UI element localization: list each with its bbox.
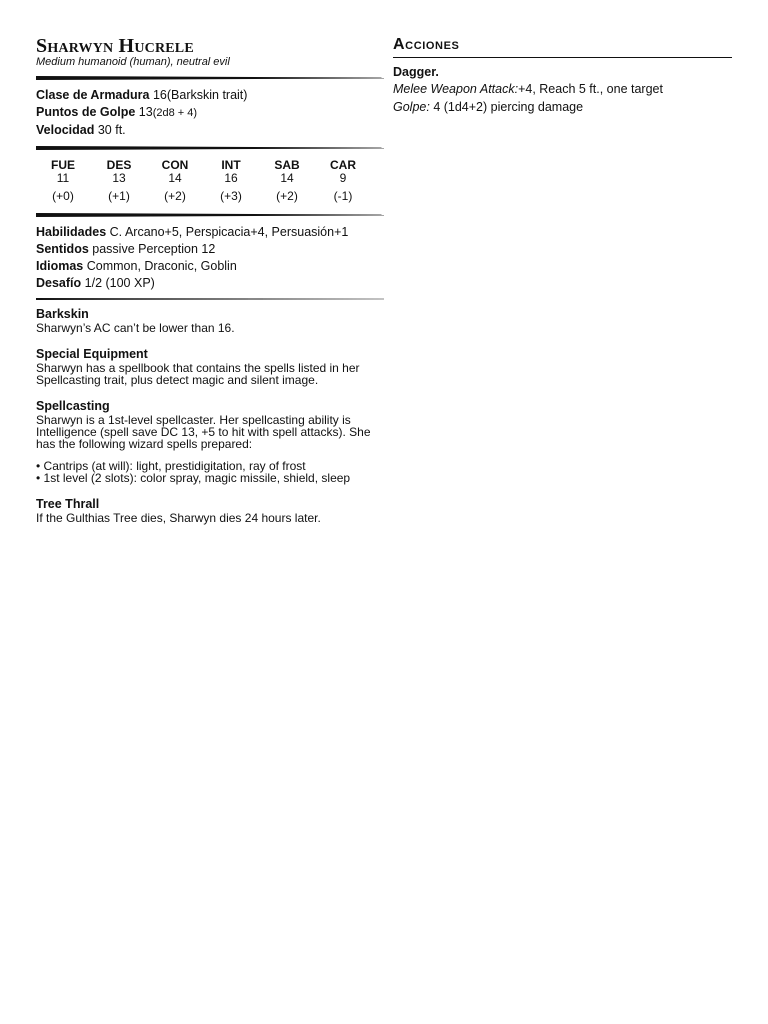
ability-int bbox=[203, 157, 259, 206]
armor-class-note: (Barkskin trait) bbox=[166, 88, 248, 102]
actions-section bbox=[393, 36, 732, 116]
trait-title: Barkskin bbox=[36, 307, 89, 321]
creature-type: Medium humanoid (human), neutral evil bbox=[36, 56, 230, 68]
divider bbox=[36, 298, 384, 300]
ability-des bbox=[91, 157, 147, 206]
languages-label: Idiomas bbox=[36, 259, 84, 273]
ability-modifier: (-1) bbox=[333, 189, 353, 203]
hit-points-value: 13 bbox=[138, 105, 153, 119]
trait-title: Special Equipment bbox=[36, 347, 148, 361]
action-attack-label: Melee Weapon Attack: bbox=[393, 82, 519, 96]
ability-modifier: (+0) bbox=[52, 189, 74, 203]
action-dagger bbox=[393, 64, 732, 116]
action-hit-label: Golpe: bbox=[393, 100, 430, 114]
armor-class bbox=[36, 87, 384, 104]
skills-label: Habilidades bbox=[36, 225, 107, 239]
speed-label: Velocidad bbox=[36, 123, 95, 137]
speed bbox=[36, 122, 384, 139]
languages bbox=[36, 258, 384, 275]
ability-name: DES bbox=[106, 158, 132, 172]
statblock bbox=[36, 36, 384, 536]
armor-class-value: 16 bbox=[152, 88, 167, 102]
trait-special-equipment bbox=[36, 346, 384, 386]
ability-car bbox=[315, 157, 371, 206]
trait-spellcasting bbox=[36, 398, 384, 484]
action-hit bbox=[393, 98, 732, 116]
trait-title: Tree Thrall bbox=[36, 497, 100, 511]
ability-name: SAB bbox=[274, 158, 300, 172]
trait-text: Sharwyn has a spellbook that contains the spells listed in her Spellcasting trait, plus detect magic and silent image. bbox=[36, 361, 360, 387]
action-hit-text: 4 (1d4+2) piercing damage bbox=[429, 100, 584, 114]
trait-barkskin bbox=[36, 306, 384, 334]
ability-score: 9 bbox=[339, 171, 347, 185]
ability-name: CON bbox=[161, 158, 189, 172]
trait-text: If the Gulthias Tree dies, Sharwyn dies 24 hours later. bbox=[36, 511, 321, 525]
ability-name: FUE bbox=[51, 158, 75, 172]
trait-tree-thrall bbox=[36, 496, 384, 524]
speed-value: 30 ft. bbox=[97, 123, 126, 137]
ability-score: 14 bbox=[280, 171, 294, 185]
ability-con bbox=[147, 157, 203, 206]
divider bbox=[36, 213, 384, 217]
trait-text: Sharwyn is a 1st-level spellcaster. Her spellcasting ability is Intelligence (spell save DC 13, +5 to hit with spell attacks). She has the following wizard spells prepared: bbox=[36, 413, 371, 451]
actions-heading: Acciones bbox=[393, 36, 460, 53]
hit-points-label: Puntos de Golpe bbox=[36, 105, 136, 119]
ability-score: 13 bbox=[112, 171, 126, 185]
hit-points-note: (2d8 + 4) bbox=[152, 107, 198, 119]
creature-name: Sharwyn Hucrele bbox=[36, 35, 194, 57]
languages-value: Common, Draconic, Goblin bbox=[86, 259, 237, 273]
divider bbox=[393, 57, 732, 58]
armor-class-label: Clase de Armadura bbox=[36, 88, 150, 102]
trait-title: Spellcasting bbox=[36, 399, 110, 413]
ability-name: INT bbox=[221, 158, 241, 172]
skills bbox=[36, 224, 384, 241]
challenge bbox=[36, 275, 384, 292]
ability-score: 16 bbox=[224, 171, 238, 185]
senses-label: Sentidos bbox=[36, 242, 89, 256]
ability-score: 11 bbox=[56, 171, 70, 185]
senses bbox=[36, 241, 384, 258]
divider bbox=[36, 76, 384, 80]
ability-modifier: (+2) bbox=[276, 189, 298, 203]
ability-name: CAR bbox=[330, 158, 356, 172]
action-title: Dagger. bbox=[393, 65, 439, 79]
ability-modifier: (+1) bbox=[108, 189, 130, 203]
ability-sab bbox=[259, 157, 315, 206]
ability-score: 14 bbox=[168, 171, 182, 185]
challenge-value: 1/2 (100 XP) bbox=[84, 276, 155, 290]
senses-value: passive Perception 12 bbox=[92, 242, 216, 256]
ability-modifier: (+3) bbox=[220, 189, 242, 203]
action-attack-text: +4, Reach 5 ft., one target bbox=[518, 82, 663, 96]
trait-text: Sharwyn’s AC can’t be lower than 16. bbox=[36, 321, 235, 335]
ability-fue bbox=[35, 157, 91, 206]
spell-list-item: • 1st level (2 slots): color spray, magic missile, shield, sleep bbox=[36, 471, 351, 485]
spell-list bbox=[36, 460, 384, 484]
spell-list-item: • Cantrips (at will): light, prestidigitation, ray of frost bbox=[36, 459, 306, 473]
hit-points bbox=[36, 104, 384, 122]
skills-value: C. Arcano+5, Perspicacia+4, Persuasión+1 bbox=[109, 225, 349, 239]
challenge-label: Desafío bbox=[36, 276, 82, 290]
divider bbox=[36, 146, 384, 150]
ability-scores bbox=[35, 157, 371, 206]
ability-modifier: (+2) bbox=[164, 189, 186, 203]
action-attack bbox=[393, 80, 732, 98]
